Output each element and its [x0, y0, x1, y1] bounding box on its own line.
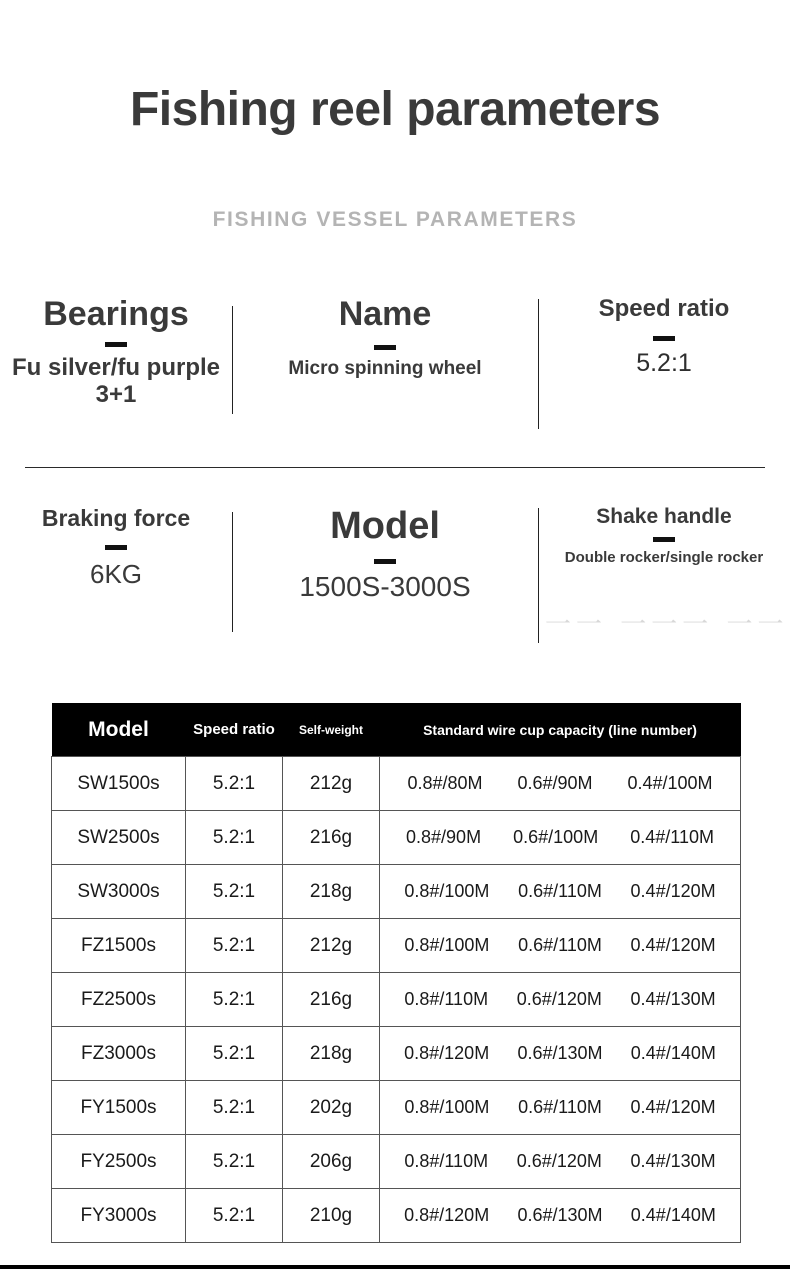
spec-label-bearings: Bearings [43, 295, 189, 333]
cell-model: FY2500s [52, 1135, 186, 1189]
cell-weight: 210g [283, 1189, 380, 1243]
capacity-value: 0.4#/100M [627, 773, 713, 793]
spec-label-name: Name [338, 295, 432, 333]
cell-capacity [380, 1081, 741, 1135]
capacity-value: 0.8#/100M [404, 935, 490, 955]
divider-dash-icon [374, 345, 396, 350]
cell-speed: 5.2:1 [186, 811, 283, 865]
cell-weight: 218g [283, 1027, 380, 1081]
cell-capacity [380, 1027, 741, 1081]
cell-model: SW1500s [52, 757, 186, 811]
divider-dash-icon [653, 537, 675, 542]
cell-model: FY1500s [52, 1081, 186, 1135]
capacity-value: 0.8#/120M [404, 1043, 490, 1063]
cell-model: FZ3000s [52, 1027, 186, 1081]
section-divider [25, 467, 765, 468]
cell-speed: 5.2:1 [186, 757, 283, 811]
cell-weight: 206g [283, 1135, 380, 1189]
cell-speed: 5.2:1 [186, 865, 283, 919]
table-header [52, 703, 741, 757]
cell-capacity [380, 811, 741, 865]
spec-value-speed-ratio: 5.2:1 [636, 348, 692, 377]
cell-model: SW2500s [52, 811, 186, 865]
watermark: 一一 一一一 一一 [545, 610, 789, 640]
spec-label-shake-handle: Shake handle [596, 505, 732, 528]
capacity-value: 0.4#/120M [630, 1097, 716, 1117]
spec-value-braking-force: 6KG [89, 558, 143, 589]
table-row [52, 811, 741, 865]
divider-dash-icon [374, 559, 396, 564]
cell-weight: 202g [283, 1081, 380, 1135]
spec-cell-braking-force [0, 506, 232, 589]
spec-row-primary [0, 296, 790, 446]
column-header-speed-ratio: Speed ratio [186, 703, 283, 757]
divider-dash-icon [105, 545, 127, 550]
cell-weight: 212g [283, 757, 380, 811]
capacity-value: 0.4#/110M [630, 827, 714, 847]
divider-dash-icon [105, 342, 127, 347]
spec-label-model: Model [330, 505, 440, 547]
cell-speed: 5.2:1 [186, 973, 283, 1027]
spec-label-braking-force: Braking force [41, 505, 191, 531]
cell-weight: 212g [283, 919, 380, 973]
spec-cell-name [232, 296, 538, 379]
table-row [52, 1189, 741, 1243]
capacity-value: 0.6#/90M [517, 773, 593, 793]
cell-speed: 5.2:1 [186, 919, 283, 973]
bottom-bar [0, 1265, 790, 1269]
capacity-value: 0.4#/120M [630, 881, 716, 901]
spec-cell-shake-handle [538, 506, 790, 566]
cell-speed: 5.2:1 [186, 1189, 283, 1243]
table-row [52, 1027, 741, 1081]
capacity-value: 0.6#/130M [517, 1205, 603, 1225]
table-row [52, 1135, 741, 1189]
spec-cell-bearings [0, 296, 232, 408]
cell-capacity [380, 1189, 741, 1243]
cell-model: FY3000s [52, 1189, 186, 1243]
capacity-value: 0.6#/110M [518, 935, 602, 955]
capacity-value: 0.8#/100M [404, 1097, 490, 1117]
cell-weight: 216g [283, 811, 380, 865]
table-row [52, 973, 741, 1027]
cell-speed: 5.2:1 [186, 1027, 283, 1081]
cell-capacity [380, 973, 741, 1027]
capacity-value: 0.4#/130M [630, 1151, 716, 1171]
capacity-value: 0.6#/110M [518, 1097, 602, 1117]
capacity-value: 0.8#/110M [404, 989, 489, 1009]
cell-model: FZ1500s [52, 919, 186, 973]
capacity-value: 0.8#/90M [406, 827, 482, 847]
cell-capacity [380, 865, 741, 919]
spec-value-name: Micro spinning wheel [288, 357, 482, 379]
cell-capacity [380, 919, 741, 973]
capacity-value: 0.8#/80M [407, 773, 483, 793]
divider-dash-icon [653, 336, 675, 341]
capacity-value: 0.6#/130M [517, 1043, 603, 1063]
table-row [52, 865, 741, 919]
capacity-value: 0.4#/140M [630, 1043, 716, 1063]
capacity-value: 0.4#/140M [630, 1205, 716, 1225]
cell-capacity [380, 757, 741, 811]
cell-weight: 216g [283, 973, 380, 1027]
spec-cell-model [232, 506, 538, 602]
table-row [52, 757, 741, 811]
capacity-value: 0.6#/120M [516, 989, 602, 1009]
page-subtitle: FISHING VESSEL PARAMETERS [212, 208, 578, 231]
spec-value-shake-handle: Double rocker/single rocker [564, 548, 764, 566]
column-header-capacity: Standard wire cup capacity (line number) [380, 703, 741, 757]
capacity-value: 0.6#/120M [516, 1151, 602, 1171]
page-title: Fishing reel parameters [129, 83, 661, 136]
column-header-self-weight: Self-weight [283, 703, 380, 757]
cell-weight: 218g [283, 865, 380, 919]
capacity-value: 0.8#/110M [404, 1151, 489, 1171]
table-header-row [52, 703, 741, 757]
cell-speed: 5.2:1 [186, 1081, 283, 1135]
capacity-value: 0.4#/130M [630, 989, 716, 1009]
column-header-model: Model [52, 703, 186, 757]
table-body [52, 757, 741, 1243]
capacity-value: 0.8#/100M [404, 881, 490, 901]
specification-table [51, 703, 741, 1243]
spec-cell-speed-ratio [538, 296, 790, 377]
spec-label-speed-ratio: Speed ratio [598, 295, 730, 322]
table-row [52, 919, 741, 973]
spec-value-model: 1500S-3000S [299, 571, 471, 603]
capacity-value: 0.4#/120M [630, 935, 716, 955]
capacity-value: 0.6#/110M [518, 881, 602, 901]
spec-row-secondary [0, 506, 790, 656]
capacity-value: 0.8#/120M [404, 1205, 490, 1225]
capacity-value: 0.6#/100M [513, 827, 599, 847]
table-row [52, 1081, 741, 1135]
cell-speed: 5.2:1 [186, 1135, 283, 1189]
cell-capacity [380, 1135, 741, 1189]
cell-model: SW3000s [52, 865, 186, 919]
spec-value-bearings: Fu silver/fu purple 3+1 [11, 353, 221, 408]
cell-model: FZ2500s [52, 973, 186, 1027]
